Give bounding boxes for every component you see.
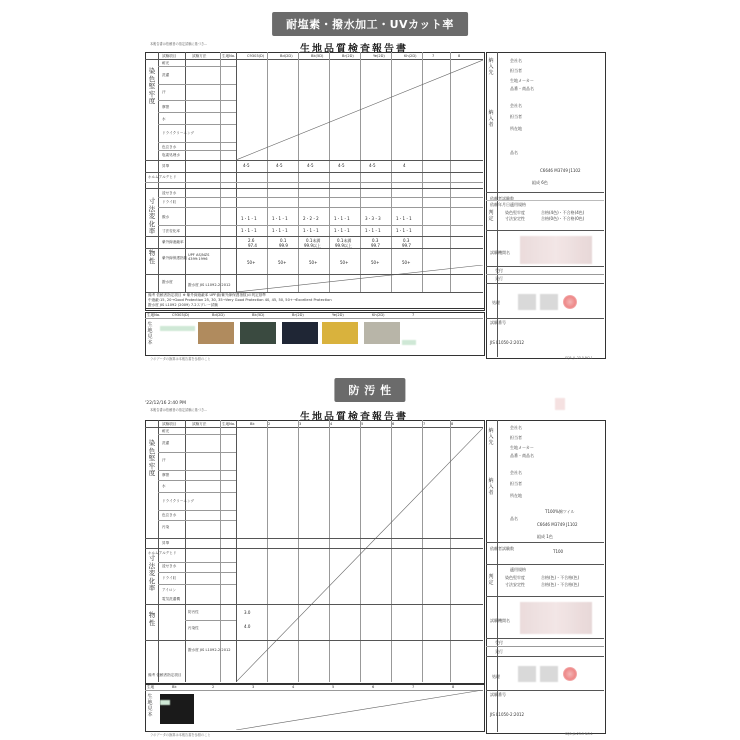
rp1-person-2: 担当者 xyxy=(510,114,522,119)
swatch-header-7: 7 xyxy=(412,313,415,317)
s2-item-iron: アイロン xyxy=(162,588,177,592)
remark-line-2: 中遮蔽:15, 20→Good Protection 25, 30, 35→Very Good Protection 40, 45, 50, 50+→Excellent Protection xyxy=(148,298,332,302)
shrink1-val-5: 3・3・3 xyxy=(365,216,381,221)
rp1-lab-name: 試験機関名 xyxy=(490,250,510,255)
s2-header-col-6: 6 xyxy=(392,422,395,426)
rp1-date: 依頼年月日 xyxy=(490,202,510,207)
sheet1-footer-note: ラボデータの換算は本報告書を参照のこと xyxy=(150,357,211,361)
rp2-seal-stamp xyxy=(563,667,577,681)
upf-val-1: 50+ xyxy=(247,260,256,265)
uv1-val-4: 0.1未満 xyxy=(337,238,352,243)
s2-item-soil-resist: 防汚性 xyxy=(188,610,199,614)
rp1-issued: 発行 xyxy=(495,276,503,281)
s2-item-wash: 洗濯 xyxy=(162,441,170,445)
rp2-issued: 発行 xyxy=(495,649,503,654)
rp1-standard: 適用規格 xyxy=(510,202,526,207)
s2-side-label-physical: 物 性 xyxy=(148,611,156,627)
rp1-pass-1: 合格(4色)・不合格(4色) xyxy=(541,210,585,215)
item-rub: 摩擦 xyxy=(162,105,170,109)
uv1-val-3: 0.1未満 xyxy=(306,238,321,243)
sheet2-title: 生地品質検査報告書 xyxy=(300,412,408,423)
header-col-8: 8 xyxy=(458,54,461,58)
rp1-seal-stamp xyxy=(563,295,577,309)
rp2-person: 担当者 xyxy=(510,435,522,440)
s2-item-water: 水 xyxy=(162,484,166,488)
rp1-product: 品番・商品名 xyxy=(510,86,534,91)
uv2-val-6: 99.7 xyxy=(402,243,411,248)
shrink1-val-3: 2・2・2 xyxy=(303,216,319,221)
s2-header-col-1: Bk xyxy=(250,422,255,426)
s2-header-col-3: 3 xyxy=(299,422,302,426)
rp2-judgement: 判定 xyxy=(488,574,494,586)
s2-header-col-2: 2 xyxy=(268,422,271,426)
s2-header-test-item: 試験項目 xyxy=(162,422,177,426)
s2-water-repel-method: 撥水度 JIS L1092-2:2012 xyxy=(188,648,231,652)
rp2-item-name: 品名 xyxy=(510,516,518,521)
sheet2-note: 本報告書は依頼者の指定試験に基づき... xyxy=(150,408,208,412)
s2-item-stain: 汚染 xyxy=(162,525,170,529)
upf-val-5: 50+ xyxy=(371,260,380,265)
side-label-physical: 物 性 xyxy=(148,249,156,265)
side-label-colorfastness: 染 色 堅 牢 度 xyxy=(148,67,156,105)
sheet1-diagonal-strike xyxy=(236,60,483,160)
s2-item-formaldehyde: ホルムアルデヒド xyxy=(148,551,177,555)
chlorine-val-6: 4 xyxy=(403,163,406,168)
uv2-val-4: 99.9以上 xyxy=(335,243,352,248)
s2-item-sweat: 汗 xyxy=(162,458,166,462)
sheet2-swatch-strike xyxy=(236,690,483,730)
rp2-pass-1: 合格(色)・不合格(色) xyxy=(541,575,580,580)
rp2-maker: 生地メーカー xyxy=(510,445,534,450)
s2-item-washer: 電気洗濯機 xyxy=(162,597,180,601)
rp2-item-code: C6646 M3749 J1102 xyxy=(537,522,578,527)
swatch-c9303 xyxy=(198,322,234,344)
uv1-val-6: 0.3 xyxy=(403,238,410,243)
rp2-side-delivery: 納 入 先 xyxy=(488,428,494,446)
swatch-header-3: Bk(5D) xyxy=(252,313,265,317)
rp1-processing: 処理 xyxy=(492,300,500,305)
shrink1-val-4: 1・1・1 xyxy=(334,216,350,221)
upf-method: UPF AS/NZS 4399:1996 xyxy=(188,253,210,261)
swatch-header-4: Br(2D) xyxy=(292,313,304,317)
s2-swatch-header-3: 3 xyxy=(252,685,255,689)
shrink2-val-1: 1・1・1 xyxy=(241,228,257,233)
remark-line-1: 備考 依頼者指定項目 ※ 紫外線遮蔽率 UPF値(紫外線保護指数)の判定基準 xyxy=(148,293,266,297)
s2-swatch-header-1: Bk xyxy=(172,685,177,689)
upf-val-2: 50+ xyxy=(278,260,287,265)
rp1-pass-2: 合格(0色)・不合格(0色) xyxy=(541,216,585,221)
rp2-jis-ref: JIS L1050-2:2012 xyxy=(490,712,525,717)
swatch-header-6: Kh(2D) xyxy=(372,313,385,317)
item-dimension: 寸法変化率 xyxy=(162,229,180,233)
header-test-item: 試験項目 xyxy=(162,54,177,58)
rp-side-applicant: 納 入 者 xyxy=(488,110,494,128)
s2-swatch-header-2: 2 xyxy=(212,685,215,689)
rp2-lab-blur xyxy=(520,602,592,634)
s2-item-dryclean: ドライクリーニング xyxy=(162,499,195,503)
s2-item-bleed: 色泣き水 xyxy=(162,513,177,517)
swatch-side-label: 生 地 見 本 xyxy=(147,322,153,346)
rp2-standard: 適用規格 xyxy=(510,567,526,572)
soil-val-1: 3.0 xyxy=(244,610,251,615)
swatch-header-5: Ye(2D) xyxy=(332,313,344,317)
rp2-company: 会社名 xyxy=(510,425,522,430)
item-formaldehyde: ホルムアルデヒド xyxy=(148,175,177,179)
header-col-1: C9303(D) xyxy=(247,54,265,58)
rp1-colorfast: 染色堅牢度 xyxy=(505,210,525,215)
uv1-val-2: 0.1 xyxy=(280,238,287,243)
sheet1-footer-code: SQ5-JL-23-5 NO.1 xyxy=(565,356,593,360)
rp2-received: 受付 xyxy=(495,640,503,645)
upf-val-6: 50+ xyxy=(402,260,411,265)
s2-remark-line-1: 備考 依頼者指定項目 xyxy=(148,673,182,677)
rp2-material: T100%綿ツイル xyxy=(545,509,575,514)
item-uv-shield: 紫外線遮蔽率 xyxy=(162,240,184,244)
s2-header-col-5: 5 xyxy=(361,422,364,426)
item-dry-shrink: ドライ収 xyxy=(162,200,177,204)
sheet1-title: 生地品質検査報告書 xyxy=(300,44,408,55)
rp2-lab-name: 試験機関名 xyxy=(490,618,510,623)
header-col-4: Br(2D) xyxy=(342,54,354,58)
rp1-dimensional: 寸法安定性 xyxy=(505,216,525,221)
rp1-item-code: C6646 M3749 J1102 xyxy=(540,168,581,173)
item-uv-index: 紫外線保護指数 xyxy=(162,256,188,260)
s2-header-col-4: 4 xyxy=(330,422,333,426)
s2-swatch-header-5: 5 xyxy=(332,685,335,689)
sheet2-footer-code: SQ5-JL-23-5 NO.1 xyxy=(565,732,593,736)
item-bleed: 色泣き水 xyxy=(162,145,177,149)
rp1-maker: 生地メーカー xyxy=(510,78,534,83)
s2-swatch-header-8: 8 xyxy=(452,685,455,689)
rp1-test-count: 依頼者試験数 xyxy=(490,196,514,201)
header-fabric-no: 生地No. xyxy=(222,54,236,58)
header-col-5: Ye(2D) xyxy=(373,54,385,58)
water-repel-method: 撥水度 JIS L1092-2:2012 xyxy=(188,283,231,287)
rp1-company: 会社名 xyxy=(510,58,522,63)
item-water: 水 xyxy=(162,117,166,121)
s2-item-light: 耐光 xyxy=(162,429,170,433)
rp2-company-2: 会社名 xyxy=(510,470,522,475)
swatch-header-1: C9303(D) xyxy=(172,313,190,317)
rp-side-delivery: 納 入 先 xyxy=(488,58,494,76)
rp1-test-no: 試験番号 xyxy=(490,320,506,325)
s2-header-col-7: 7 xyxy=(423,422,426,426)
chlorine-val-5: 4-5 xyxy=(369,163,376,168)
header-col-7: 7 xyxy=(432,54,435,58)
rp2-t100: T100 xyxy=(553,549,564,554)
soil-val-2: 4.0 xyxy=(244,624,251,629)
sheet2-footer-note: ラボデータの換算は本報告書を参照のこと xyxy=(150,733,211,737)
rp1-item-name: 品名 xyxy=(510,150,518,155)
header-col-2: Bd(2D) xyxy=(280,54,293,58)
item-water-repel: 撥水度 xyxy=(162,280,173,284)
rp2-composition: 組成 1色 xyxy=(537,534,553,539)
item-acid: 酸水 xyxy=(162,215,170,219)
s2-item-soak: 浸せき水 xyxy=(162,564,177,568)
rp1-jis-ref: JIS L1050-2:2012 xyxy=(490,340,525,345)
upf-val-3: 50+ xyxy=(309,260,318,265)
side-label-dimension: 寸 法 変 化 率 xyxy=(148,197,156,235)
header-col-3: Bk(5D) xyxy=(311,54,324,58)
rp2-test-no: 試験番号 xyxy=(490,692,506,697)
s2-item-dry-shrink: ドライ収 xyxy=(162,576,177,580)
item-sweat: 汗 xyxy=(162,90,166,94)
swatch-header-0: 生地No. xyxy=(147,313,161,317)
swatch-bk xyxy=(282,322,318,344)
shrink2-val-4: 1・1・1 xyxy=(334,228,350,233)
item-soak: 浸せき水 xyxy=(162,191,177,195)
rp2-side-applicant: 納 入 者 xyxy=(488,478,494,496)
rp1-address: 所在地 xyxy=(510,126,522,131)
chlorine-val-4: 4-5 xyxy=(338,163,345,168)
rp2-person-2: 担当者 xyxy=(510,481,522,486)
s2-swatch-header-7: 7 xyxy=(412,685,415,689)
s2-item-soil-release: 汚染性 xyxy=(188,626,199,630)
shrink2-val-5: 1・1・1 xyxy=(365,228,381,233)
sheet1-note: 本報告書は依頼者の指定試験に基づき... xyxy=(150,42,208,46)
item-light: 耐光 xyxy=(162,61,170,65)
swatch-bd xyxy=(240,322,276,344)
uv2-val-2: 99.9 xyxy=(279,243,288,248)
rp1-judgement: 判定 xyxy=(488,210,494,222)
rp1-person: 担当者 xyxy=(510,68,522,73)
rp1-received: 受付 xyxy=(495,268,503,273)
item-chlorine: 塩素処理水 xyxy=(162,153,180,157)
remark-line-3: 撥水度 JIS L1092 (2009) 7.2スプレー試験 xyxy=(148,303,218,307)
shrink1-val-6: 1・1・1 xyxy=(396,216,412,221)
section-banner-uv: 耐塩素・撥水加工・UVカット率 xyxy=(272,12,468,36)
header-col-6: Kh(2D) xyxy=(404,54,417,58)
s2-item-sublimation: 昇華 xyxy=(162,541,170,545)
s2-swatch-side-label: 生 地 見 本 xyxy=(147,694,153,718)
sheet1-diagonal-strike-2 xyxy=(236,265,483,292)
section-banner-stain: 防 汚 性 xyxy=(334,378,405,402)
rp2-product: 品番・商品名 xyxy=(510,453,534,458)
s2-swatch-header-0: 生地 xyxy=(147,685,155,689)
swatch-header-2: Bd(2D) xyxy=(212,313,225,317)
chlorine-val-2: 4-5 xyxy=(276,163,283,168)
rp2-pass-2: 合格(色)・不合格(色) xyxy=(541,582,580,587)
chlorine-val-3: 4-5 xyxy=(307,163,314,168)
s2-swatch-header-6: 6 xyxy=(372,685,375,689)
s2-side-label-dimension: 寸 法 変 化 率 xyxy=(148,554,156,592)
rp1-composition: 組成 6色 xyxy=(532,180,548,185)
rp2-colorfast: 染色堅牢度 xyxy=(505,575,525,580)
rp2-dimensional: 寸法安定性 xyxy=(505,582,525,587)
uv2-val-3: 99.9以上 xyxy=(304,243,321,248)
rp1-company-2: 会社名 xyxy=(510,103,522,108)
shrink2-val-6: 1・1・1 xyxy=(396,228,412,233)
uv2-val-1: 97.4 xyxy=(248,243,257,248)
s2-item-rub: 摩擦 xyxy=(162,473,170,477)
header-test-method: 試験方法 xyxy=(192,54,207,58)
s2-header-col-8: 8 xyxy=(451,422,454,426)
item-sublimation: 昇華 xyxy=(162,164,170,168)
shrink2-val-2: 1・1・1 xyxy=(272,228,288,233)
swatch-ye xyxy=(322,322,358,344)
shrink1-val-1: 1・1・1 xyxy=(241,216,257,221)
shrink2-val-3: 1・1・1 xyxy=(303,228,319,233)
rp2-address: 所在地 xyxy=(510,493,522,498)
sheet2-timestamp: '22/12/16 2:40 PM xyxy=(145,401,187,406)
upf-val-4: 50+ xyxy=(340,260,349,265)
uv1-val-1: 2.6 xyxy=(248,238,255,243)
rp2-processing: 処理 xyxy=(492,674,500,679)
s2-header-fabric-no: 生地No. xyxy=(222,422,236,426)
item-dryclean: ドライクリーニング xyxy=(162,131,195,135)
chlorine-val-1: 4-5 xyxy=(243,163,250,168)
swatch-kh xyxy=(364,322,400,344)
rp2-test-count: 依頼者試験数 xyxy=(490,546,514,551)
sheet2-diagonal-strike xyxy=(236,428,483,682)
s2-side-label-colorfastness: 染 色 堅 牢 度 xyxy=(148,439,156,477)
s2-swatch-bk xyxy=(160,694,194,724)
rp1-lab-blur xyxy=(520,236,592,264)
shrink1-val-2: 1・1・1 xyxy=(272,216,288,221)
s2-swatch-header-4: 4 xyxy=(292,685,295,689)
s2-header-method: 試験方法 xyxy=(192,422,207,426)
uv1-val-5: 0.3 xyxy=(372,238,379,243)
item-wash: 洗濯 xyxy=(162,73,170,77)
uv2-val-5: 99.7 xyxy=(371,243,380,248)
